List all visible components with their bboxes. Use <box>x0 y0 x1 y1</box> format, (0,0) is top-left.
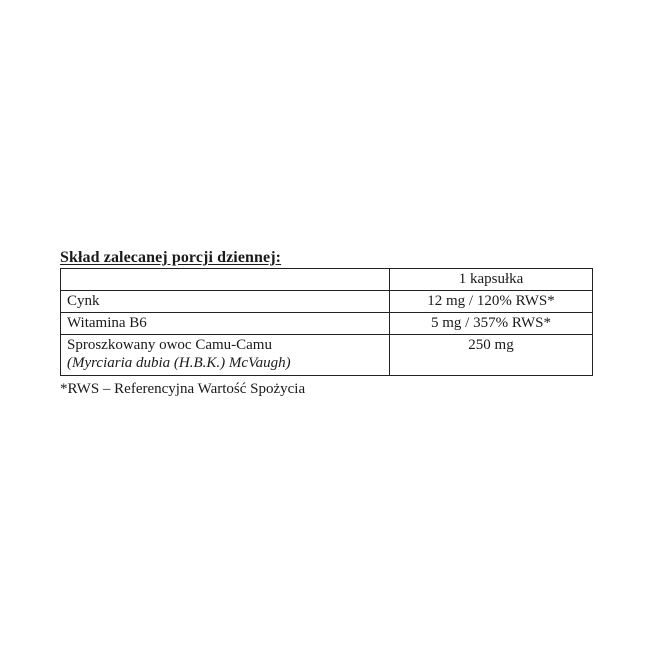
ingredient-name-b6: Witamina B6 <box>61 313 390 335</box>
footnote: *RWS – Referencyjna Wartość Spożycia <box>60 381 306 397</box>
ingredient-value-zinc: 12 mg / 120% RWS* <box>390 291 593 313</box>
composition-heading: Skład zalecanej porcji dziennej: <box>60 249 282 266</box>
ingredient-name-zinc: Cynk <box>61 291 390 313</box>
table-header-row <box>61 269 593 291</box>
header-serving-cell: 1 kapsułka <box>390 269 593 291</box>
ingredient-value-b6: 5 mg / 357% RWS* <box>390 313 593 335</box>
table-row <box>61 313 593 335</box>
camu-name: Sproszkowany owoc Camu-Camu <box>67 337 272 353</box>
ingredient-name-camu <box>61 335 390 376</box>
camu-latin-name: (Myrciaria dubia (H.B.K.) McVaugh) <box>67 355 291 371</box>
table-row <box>61 335 593 376</box>
header-empty-cell <box>61 269 390 291</box>
composition-table <box>60 268 593 376</box>
ingredient-value-camu: 250 mg <box>390 335 593 376</box>
table-row <box>61 291 593 313</box>
